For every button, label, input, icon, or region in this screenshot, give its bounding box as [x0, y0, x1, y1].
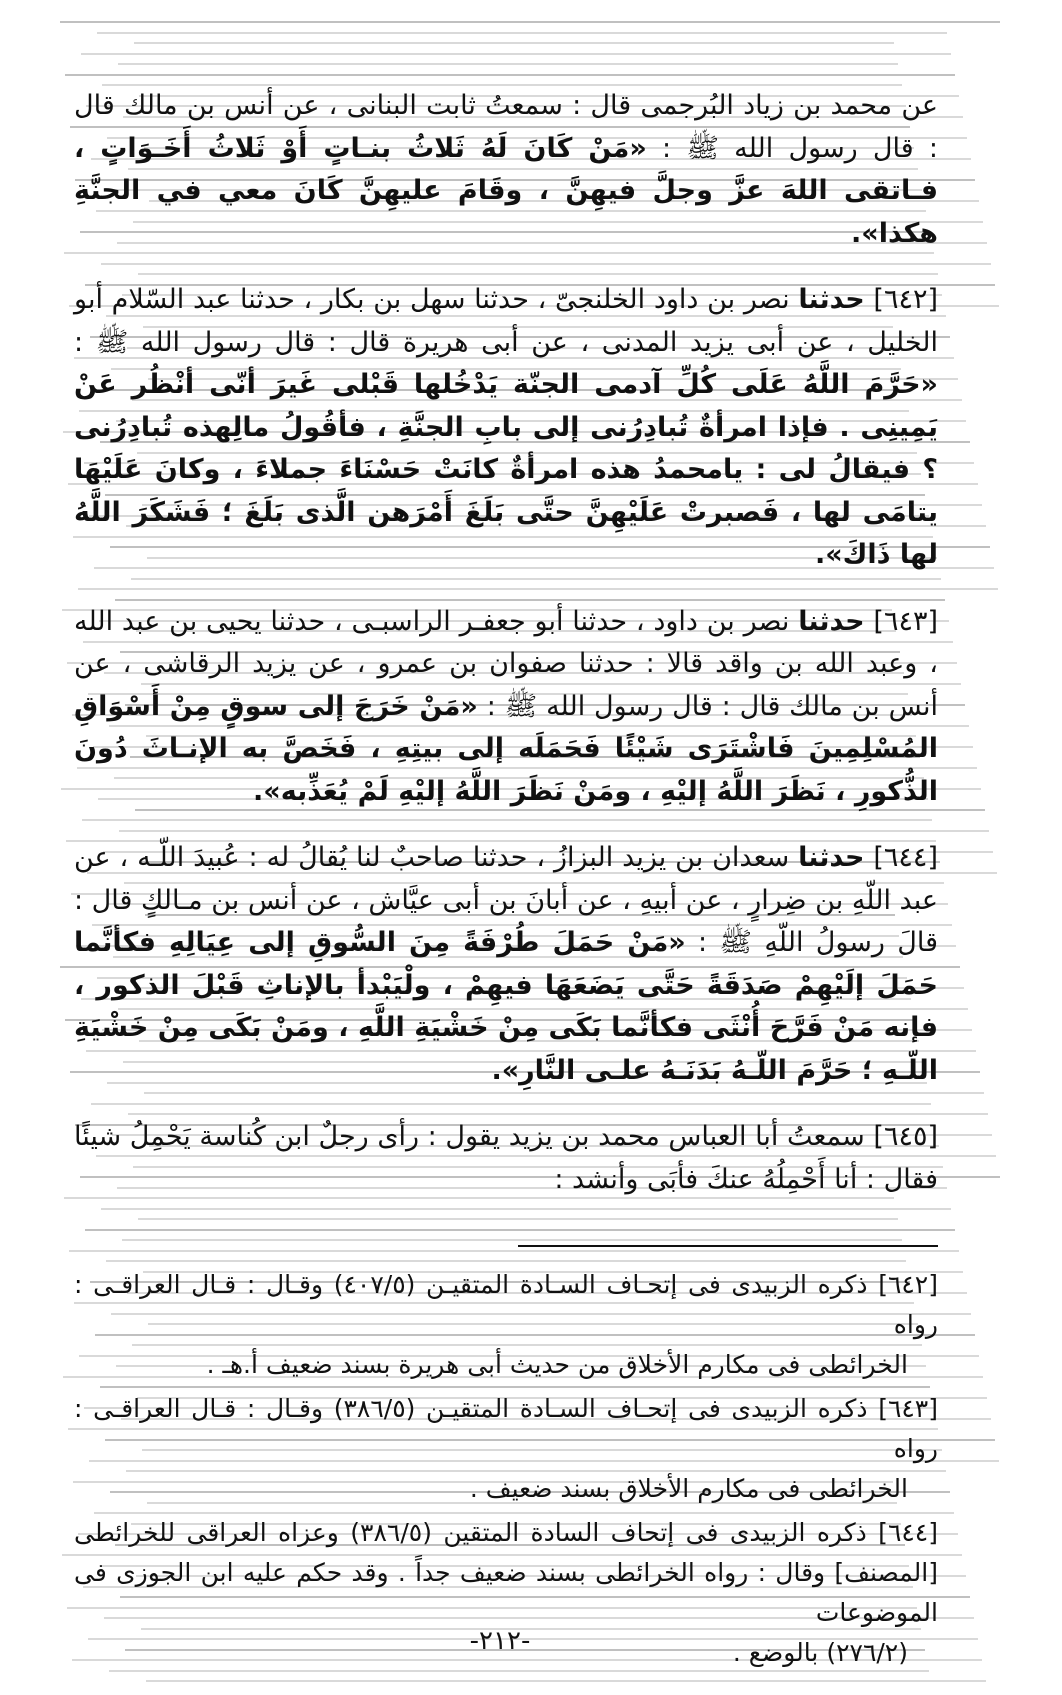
anecdote-text: سمعتُ أبا العباس محمد بن يزيد يقول : رأى رجلٌ ابن كُناسة يَحْمِلُ شيئًا فقال : أنا أَحْمِلُهُ عنكَ فأبَى وأنشد :: [74, 1121, 938, 1195]
footnote-642: [74, 1265, 938, 1385]
hadith-matn: «حَرَّمَ اللَّهُ عَلَى كُلِّ آدمى الجنّة يَدْخُلها قَبْلى غَيرَ أنّى أنْظُر عَنْ يَمِينِى . فإذا امرأةٌ تُبادِرُنى إلى بابِ الجنَّةِ ، فأقُولُ مالِهذه تُبادِرُنى ؟ فيقالُ لى : يامحمدُ هذه امرأةٌ كانَتْ حَسْنَاءَ جملاءَ ، وكانَ عَلَيْهَا يتامَى لها ، فَصبرتْ عَلَيْهِنَّ حتَّى بَلَغَ أَمْرَهن الَّذى بَلَغَ ؛ فَشَكَرَ اللَّهُ لها ذَاكَ».: [74, 369, 938, 570]
footnote-continuation: الخرائطى فى مكارم الأخلاق بسند ضعيف .: [469, 1474, 908, 1503]
isnad-text: سعدان بن يزيد البزازُ ، حدثنا صاحبٌ لنا يُقالُ له : عُبيدَ اللّـه ، عن عبد اللّهِ بن ضِرارٍ ، عن أبيهِ ، عن أبانَ بن أبى عيَّاش ، عن أنس بن مـالكٍ قال : قالَ رسولُ اللّهِ ﷺ :: [74, 842, 939, 958]
footnote-643: [74, 1389, 938, 1509]
hadith-number: [٦٤٣]: [873, 605, 938, 637]
page-number: -٢١٢-: [469, 1626, 531, 1656]
hadith-number: [٦٤٤]: [873, 842, 938, 873]
footnote-continuation: الخرائطى فى مكارم الأخلاق من حديث أبى هريرة بسند ضعيف أ.هـ .: [206, 1350, 908, 1379]
isnad-text: نصر بن داود ، حدثنا أبو جعفـر الراسبـى ، حدثنا يحيى بن عبد الله ، وعبد الله بن واقد قالا : حدثنا صفوان بن عمرو ، عن يزيد الرقاشى ، عن أنس بن مالك قال : قال رسول الله ﷺ :: [74, 605, 939, 722]
hadith-number: [٦٤٥]: [873, 1121, 938, 1152]
footnote-text: ذكره الزبيدى فى إتحاف السادة المتقين (٣٨٦/٥) وعزاه العراقى للخرائطى [المصنف] وقال : رواه الخرائطى بسند ضعيف جداً . وقد حكم عليه ابن الجوزى فى الموضوعات: [74, 1518, 938, 1627]
footnote-continuation: (٢٧٦/٢) بالوضع .: [732, 1638, 908, 1667]
footnote-text: ذكره الزبيدى فى إتحـاف السـادة المتقيـن (٣٨٦/٥) وقـال : قـال العراقـى : رواه: [74, 1394, 938, 1463]
footnote-number: [٦٤٤]: [878, 1518, 938, 1547]
hadith-head-word: حدثنا: [798, 842, 865, 873]
hadith-number: [٦٤٢]: [873, 284, 938, 315]
hadith-matn: «مَنْ كَانَ لَهُ ثَلاثُ بنـاتٍ أَوْ ثَلاثُ أَخَـوَاتٍ ، فـاتقى اللهَ عزَّ وجلَّ فيهِنَّ ، وقَامَ عليهِنَّ كَانَ معي في الجنَّةِ هكذا».: [74, 132, 938, 249]
anecdote-paragraph-645: [74, 1116, 938, 1201]
hadith-head-word: حدثنا: [798, 284, 865, 315]
hadith-paragraph-641: [74, 85, 938, 255]
hadith-paragraph-642: [74, 279, 938, 577]
footnote-number: [٦٤٢]: [878, 1270, 939, 1299]
hadith-head-word: حدثنا: [798, 605, 865, 637]
hadith-paragraph-643: [74, 601, 938, 814]
isnad-text: عن محمد بن زياد البُرجمى قال : سمعتُ ثابت البنانى ، عن أنس بن مالك قال : قال رسول الله ﷺ :: [74, 90, 938, 164]
footnote-text: ذكره الزبيدى فى إتحـاف السـادة المتقيـن (٤٠٧/٥) وقـال : قـال العراقـى : رواه: [74, 1270, 938, 1339]
hadith-paragraph-644: [74, 837, 938, 1092]
footnote-separator: [518, 1245, 938, 1247]
book-page: [74, 85, 938, 1677]
hadith-matn: «مَنْ خَرَجَ إلى سوقٍ مِنْ أَسْوَاقِ المُسْلِمِينَ فَاشْتَرَى شَيْئًا فَحَمَلَه إلى بيتِهِ ، فَخَصَّ به الإنـاثَ دُونَ الذُّكورِ ، نَظَرَ اللَّهُ إليْهِ ، ومَنْ نَظَرَ اللَّهُ إليْهِ لَمْ يُعَذِّبه».: [74, 690, 938, 807]
isnad-text: نصر بن داود الخلنجىّ ، حدثنا سهل بن بكار ، حدثنا عبد السّلام أبو الخليل ، عن أبى يزيد المدنى ، عن أبى هريرة قال : قال رسول الله ﷺ :: [74, 284, 938, 358]
footnote-number: [٦٤٣]: [878, 1394, 939, 1423]
hadith-matn: «مَنْ حَمَلَ طُرْفَةً مِنَ السُّوقِ إلى عِيَالِهِ فكأنَّما حَمَلَ إلَيْهِمْ صَدَقَةً حَتَّى يَضَعَهَا فيهِمْ ، ولْيَبْدأ بالإناثِ قَبْلَ الذكور ، فإنه مَنْ فَرَّحَ أُنْثَى فكأنَّما بَكَى مِنْ خَشْيَةِ اللَّهِ ، ومَنْ بَكَى مِنْ خَشْيَةِ اللّـهِ ؛ حَرَّمَ اللّـهُ بَدَنَـهُ علـى النَّارِ».: [74, 927, 938, 1086]
footnotes: [74, 1265, 938, 1673]
